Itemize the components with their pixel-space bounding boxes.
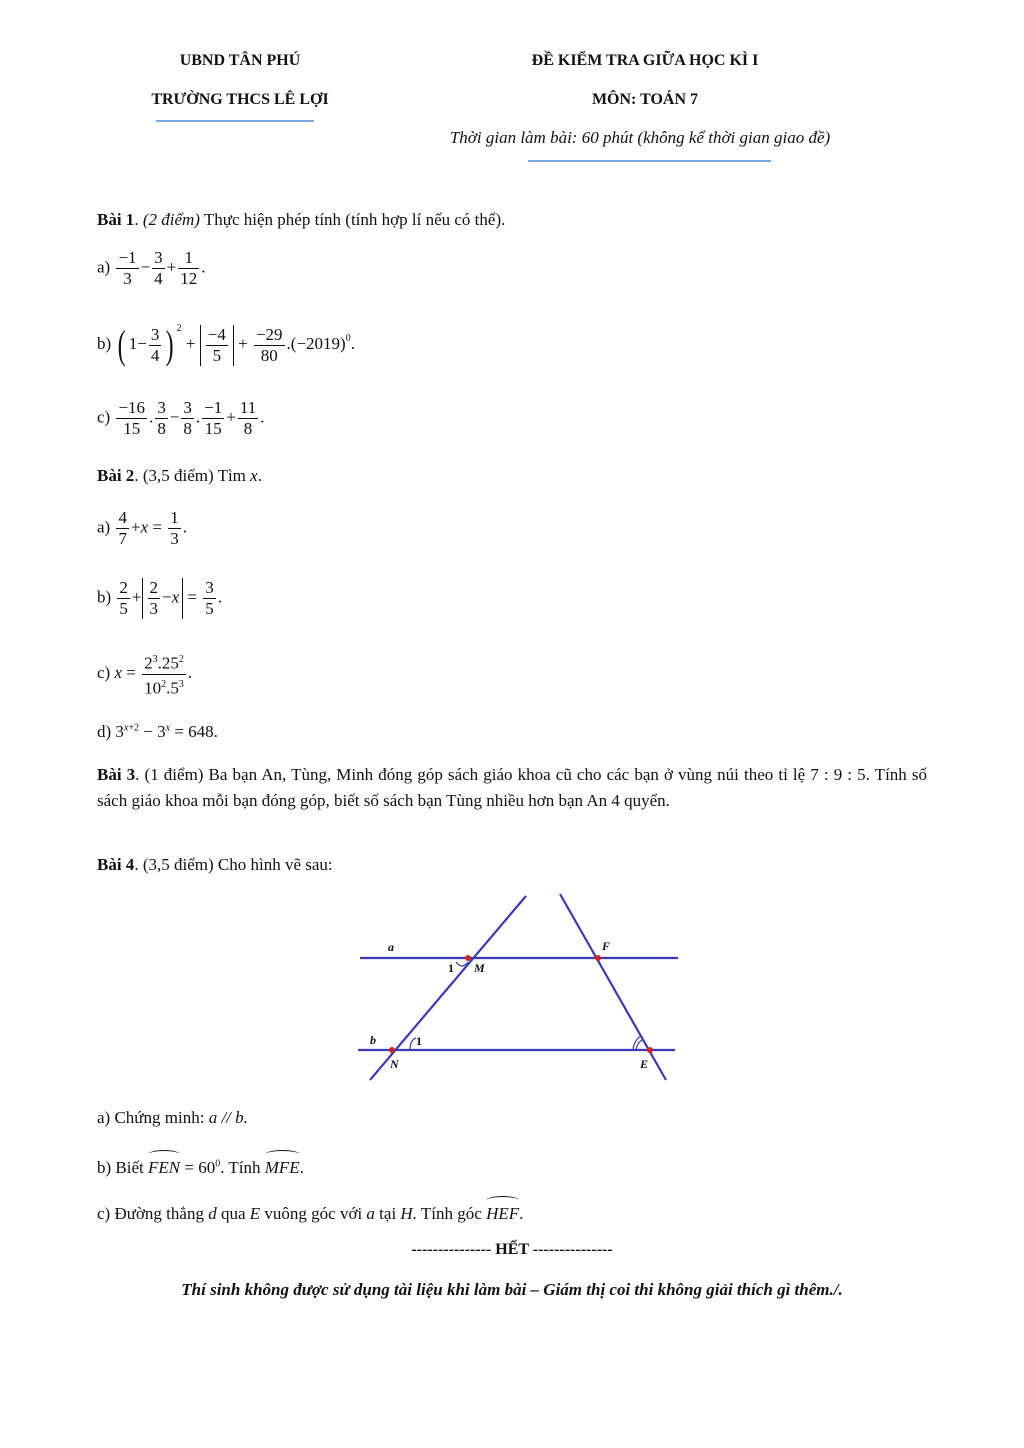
bai4-c-h: H. bbox=[400, 1204, 417, 1223]
duration: Thời gian làm bài: 60 phút (không kể thời gian giao đề) bbox=[449, 128, 831, 147]
bai4-a-expr: a // b. bbox=[208, 1108, 248, 1127]
duration-underline bbox=[528, 160, 771, 162]
school-name: TRƯỜNG THCS LÊ LỢI bbox=[151, 91, 329, 108]
bai3: Bài 3. (1 điểm) Ba bạn An, Tùng, Minh đóng góp sách giáo khoa cũ cho các bạn ở vùng núi theo tỉ lệ 7 : 9 : 5. Tính số sách giáo khoa mỗi bạn đóng góp, biết số sách bạn Tùng nhiều hơn bạn An 4 quyển. bbox=[97, 765, 928, 810]
bai4-b-prefix: b) Biết bbox=[97, 1158, 144, 1177]
bai2-c: c) x = $\frac{2^3.25^2}{10^2.5^3}$ . bbox=[97, 650, 192, 698]
math-fraction: $\frac{4}{7}$ bbox=[118, 508, 127, 548]
point-e bbox=[647, 1047, 653, 1053]
bai4-c: c) Đường thẳng d qua E vuông góc với a tại H. Tính góc HEF. bbox=[97, 1196, 523, 1224]
bai1-a: a) $\frac{-1}{3}$ − $\frac{3}{4}$ + $\frac{1}{12}$ . bbox=[97, 248, 206, 288]
bai2-b: b) $\frac{2}{5}$ + $\frac{2}{3}$ −x = $\frac{3}{5}$ . bbox=[97, 578, 222, 618]
end-marker: --------------- HẾT --------------- bbox=[411, 1241, 613, 1258]
math-fraction: $\frac{3}{8}$ bbox=[183, 398, 192, 438]
math-fraction: $\frac{-29}{80}$ bbox=[255, 324, 283, 365]
math-fraction: $\frac{-1}{15}$ bbox=[204, 398, 223, 438]
bai4-heading: Bài 4. (3,5 điểm) Cho hình vẽ sau: bbox=[97, 855, 333, 874]
bai1-heading: Bài 1. (2 điểm) Thực hiện phép tính (tính hợp lí nếu có thể). bbox=[97, 210, 506, 229]
bai2-c-label: c) bbox=[97, 663, 111, 683]
bai4-b-mid: . Tính bbox=[220, 1158, 261, 1177]
subject: MÔN: TOÁN 7 bbox=[591, 91, 699, 108]
angle-mark-e-inner bbox=[636, 1040, 642, 1050]
bai4-b: b) Biết FEN = $60^0$. Tính MFE. bbox=[97, 1150, 304, 1178]
bai4-c-mid: vuông góc với bbox=[264, 1204, 363, 1223]
bai2-points: (3,5 điểm) Tìm bbox=[142, 466, 246, 485]
math-fraction: $\frac{11}{8}$ bbox=[239, 398, 257, 438]
bai2-d-label: d) bbox=[97, 722, 112, 741]
label-f: F bbox=[602, 939, 611, 953]
bai1-b-label: b) bbox=[97, 334, 112, 353]
bai3-label: Bài 3 bbox=[97, 765, 136, 784]
bai4-a bbox=[97, 1108, 248, 1128]
bai4-c-e: E bbox=[249, 1204, 261, 1223]
point-f bbox=[595, 955, 601, 961]
math-fraction: $\frac{2^3.25^2}{10^2.5^3}$ bbox=[142, 650, 186, 698]
exam-title: ĐỀ KIỂM TRA GIỮA HỌC KÌ I bbox=[531, 52, 759, 69]
math-fraction: $\frac{3}{8}$ bbox=[157, 398, 166, 438]
label-b: b bbox=[370, 1033, 376, 1047]
bai4-b-eq: = 60 bbox=[184, 1158, 216, 1177]
bai4-c-qua: qua bbox=[220, 1204, 246, 1223]
bai2-label: Bài 2 bbox=[97, 466, 135, 485]
bai1-instruction: Thực hiện phép tính (tính hợp lí nếu có thể). bbox=[203, 210, 506, 229]
bai4-c-tinh: Tính góc bbox=[420, 1204, 482, 1223]
bai1-label: Bài 1 bbox=[97, 210, 135, 229]
label-1-bottom: 1 bbox=[416, 1034, 422, 1048]
label-e: E bbox=[640, 1057, 649, 1071]
footer-note: Thí sinh không được sử dụng tài liệu khi làm bài – Giám thị coi thi không giải thích gì thêm./. bbox=[181, 1280, 843, 1299]
bai4-c-prefix: c) Đường thẳng bbox=[97, 1204, 204, 1223]
math-fraction: $\frac{1}{3}$ bbox=[170, 508, 179, 548]
bai1-c-label: c) bbox=[97, 407, 111, 427]
label-1-top: 1 bbox=[448, 961, 454, 975]
bai2-d: d) $3^{x+2} - 3^x = 648$. bbox=[97, 722, 218, 741]
math-fraction: $\frac{1}{12}$ bbox=[180, 248, 198, 288]
math-fraction: $\frac{-4}{5}$ bbox=[207, 324, 226, 365]
angle-mfe: MFE bbox=[265, 1150, 300, 1178]
bai3-text: (1 điểm) Ba bạn An, Tùng, Minh đóng góp sách giáo khoa cũ cho các bạn ở vùng núi theo tỉ lệ 7 : 9 : 5. Tính số sách giáo khoa mỗi bạn đóng góp, biết số sách bạn Tùng nhiều hơn bạn An 4 quyển. bbox=[97, 765, 928, 810]
angle-hef: HEF bbox=[486, 1196, 519, 1224]
bai2-a: a) $\frac{4}{7}$ +x = $\frac{1}{3}$ . bbox=[97, 508, 187, 548]
bai1-points: (2 điểm) bbox=[142, 210, 200, 229]
bai4-c-a: a bbox=[366, 1204, 375, 1223]
point-n bbox=[389, 1047, 395, 1053]
label-m: M bbox=[474, 961, 485, 975]
bai2-var: x bbox=[250, 466, 258, 485]
bai1-a-label: a) bbox=[97, 257, 111, 277]
label-a: a bbox=[388, 940, 394, 954]
math-fraction: $\frac{2}{5}$ bbox=[119, 578, 128, 618]
bai2-b-label: b) bbox=[97, 587, 112, 607]
bai4-text: (3,5 điểm) Cho hình vẽ sau: bbox=[142, 855, 333, 874]
bai4-a-prefix: a) Chứng minh: bbox=[97, 1108, 205, 1127]
bai2-heading: Bài 2. (3,5 điểm) Tìm x. bbox=[97, 466, 262, 485]
point-m bbox=[465, 955, 471, 961]
bai4-c-tai: tại bbox=[379, 1204, 397, 1223]
angle-fen: FEN bbox=[148, 1150, 180, 1178]
math-fraction: $\frac{-1}{3}$ bbox=[118, 248, 137, 288]
bai4-label: Bài 4 bbox=[97, 855, 135, 874]
bai1-b: b) ( 1− $\frac{3}{4}$ ) $^2$ + $\frac{-4}{5}$ + $\frac{-29}{80}$ $.(-2019)^0$. bbox=[97, 322, 355, 368]
math-fraction: $\frac{3}{4}$ bbox=[154, 248, 163, 288]
bai1-c: c) $\frac{-16}{15}$ . $\frac{3}{8}$ − $\frac{3}{8}$ . $\frac{-1}{15}$ + $\frac{11}{8}$ . bbox=[97, 398, 265, 438]
bai4-c-d: d bbox=[208, 1204, 217, 1223]
label-n: N bbox=[390, 1057, 399, 1071]
math-fraction: $\frac{2}{3}$ bbox=[149, 578, 159, 618]
bai2-a-label: a) bbox=[97, 517, 111, 537]
geometry-figure bbox=[350, 888, 690, 1088]
math-fraction: $\frac{3}{5}$ bbox=[205, 578, 214, 618]
org-name: UBND TÂN PHÚ bbox=[179, 52, 301, 69]
math-fraction: $\frac{-16}{15}$ bbox=[118, 398, 146, 438]
school-underline bbox=[156, 120, 314, 122]
math-fraction: $\frac{3}{4}$ bbox=[150, 324, 160, 365]
